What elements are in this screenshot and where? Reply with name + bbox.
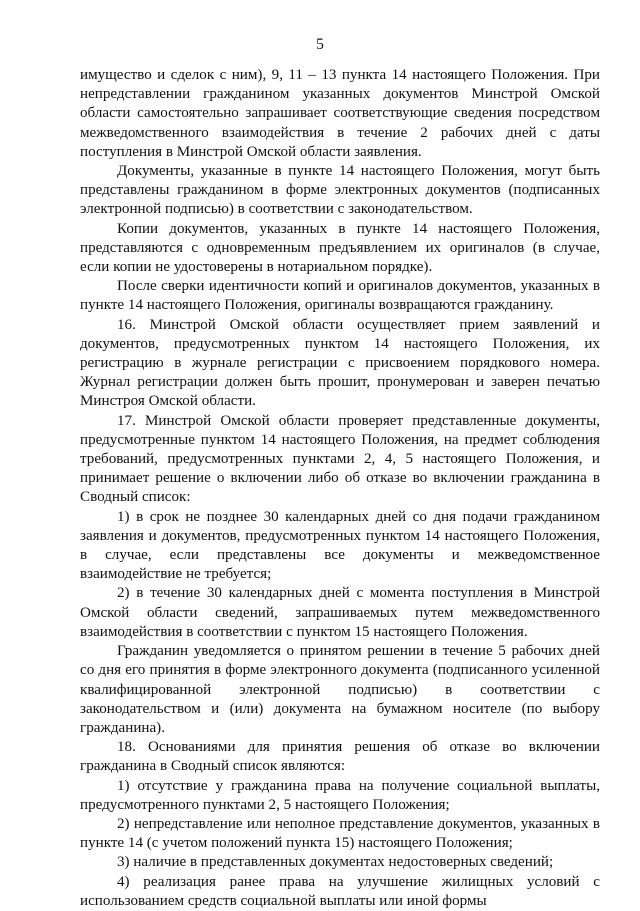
paragraph-copies: Копии документов, указанных в пункте 14 настоящего Положения, представляются с одновременным предъявлением их оригиналов (в случае, если копии не удостоверены в нотариальном порядке). — [80, 220, 600, 276]
paragraph-continuation: имущество и сделок с ним), 9, 11 – 13 пункта 14 настоящего Положения. При непредставлении гражданином указанных документов Минстрой Омской области самостоятельно запрашивает соответствующие сведения посредством межведомственного взаимодействия в течение 2 рабочих дней с даты поступления в Минстрой Омской области заявления. — [80, 67, 600, 160]
paragraph-item-17-1: 1) в срок не позднее 30 календарных дней со дня подачи гражданином заявления и документов, предусмотренных пунктом 14 настоящего Положения, в случае, если представлены все документы и межведомственное взаимодействие не требуется; — [80, 508, 600, 583]
paragraph-item-17-2: 2) в течение 30 календарных дней с момента поступления в Минстрой Омской области сведений, запрашиваемых путем межведомственного взаимодействия в соответствии с пунктом 15 настоящего Положения. — [80, 585, 600, 640]
paragraph-item-16: 16. Минстрой Омской области осуществляет прием заявлений и документов, предусмотренных пунктом 14 настоящего Положения, их регистрацию в журнале регистрации с присвоением порядкового номера. Журнал регистрации должен быть прошит, пронумерован и заверен печатью Минстроя Омской области. — [80, 316, 600, 410]
paragraph-item-18-1: 1) отсутствие у гражданина права на получение социальной выплаты, предусмотренного пунктами 2, 5 настоящего Положения; — [80, 777, 600, 813]
paragraph-originals-returned: После сверки идентичности копий и оригиналов документов, указанных в пункте 14 настоящего Положения, оригиналы возвращаются гражданину. — [80, 278, 600, 314]
paragraph-item-18-3: 3) наличие в представленных документах недостоверных сведений; — [117, 854, 554, 871]
paragraph-item-17: 17. Минстрой Омской области проверяет представленные документы, предусмотренные пунктом 14 настоящего Положения, на предмет соблюдения требований, предусмотренных пунктами 2, 4, 5 настоящего Положения, и принимает решение о включении либо об отказе во включении гражданина в Сводный список: — [80, 412, 600, 506]
document-body — [80, 66, 600, 911]
paragraph-item-18: 18. Основаниями для принятия решения об отказе во включении гражданина в Сводный список являются: — [80, 739, 600, 775]
paragraph-item-18-4: 4) реализация ранее права на улучшение жилищных условий с использованием средств социальной выплаты или иной формы — [80, 873, 600, 909]
paragraph-item-18-2: 2) непредставление или неполное представление документов, указанных в пункте 14 (с учетом положений пункта 15) настоящего Положения; — [80, 815, 600, 852]
paragraph-electronic-documents: Документы, указанные в пункте 14 настоящего Положения, могут быть представлены гражданином в форме электронных документов (подписанных электронной подписью) в соответствии с законодательством. — [80, 163, 600, 218]
paragraph-notification: Гражданин уведомляется о принятом решении в течение 5 рабочих дней со дня его принятия в форме электронного документа (подписанного усиленной квалифицированной электронной подписью) в соответствии с законодательством и (или) документа на бумажном носителе (по выбору гражданина). — [80, 643, 600, 736]
page-number: 5 — [316, 36, 324, 53]
